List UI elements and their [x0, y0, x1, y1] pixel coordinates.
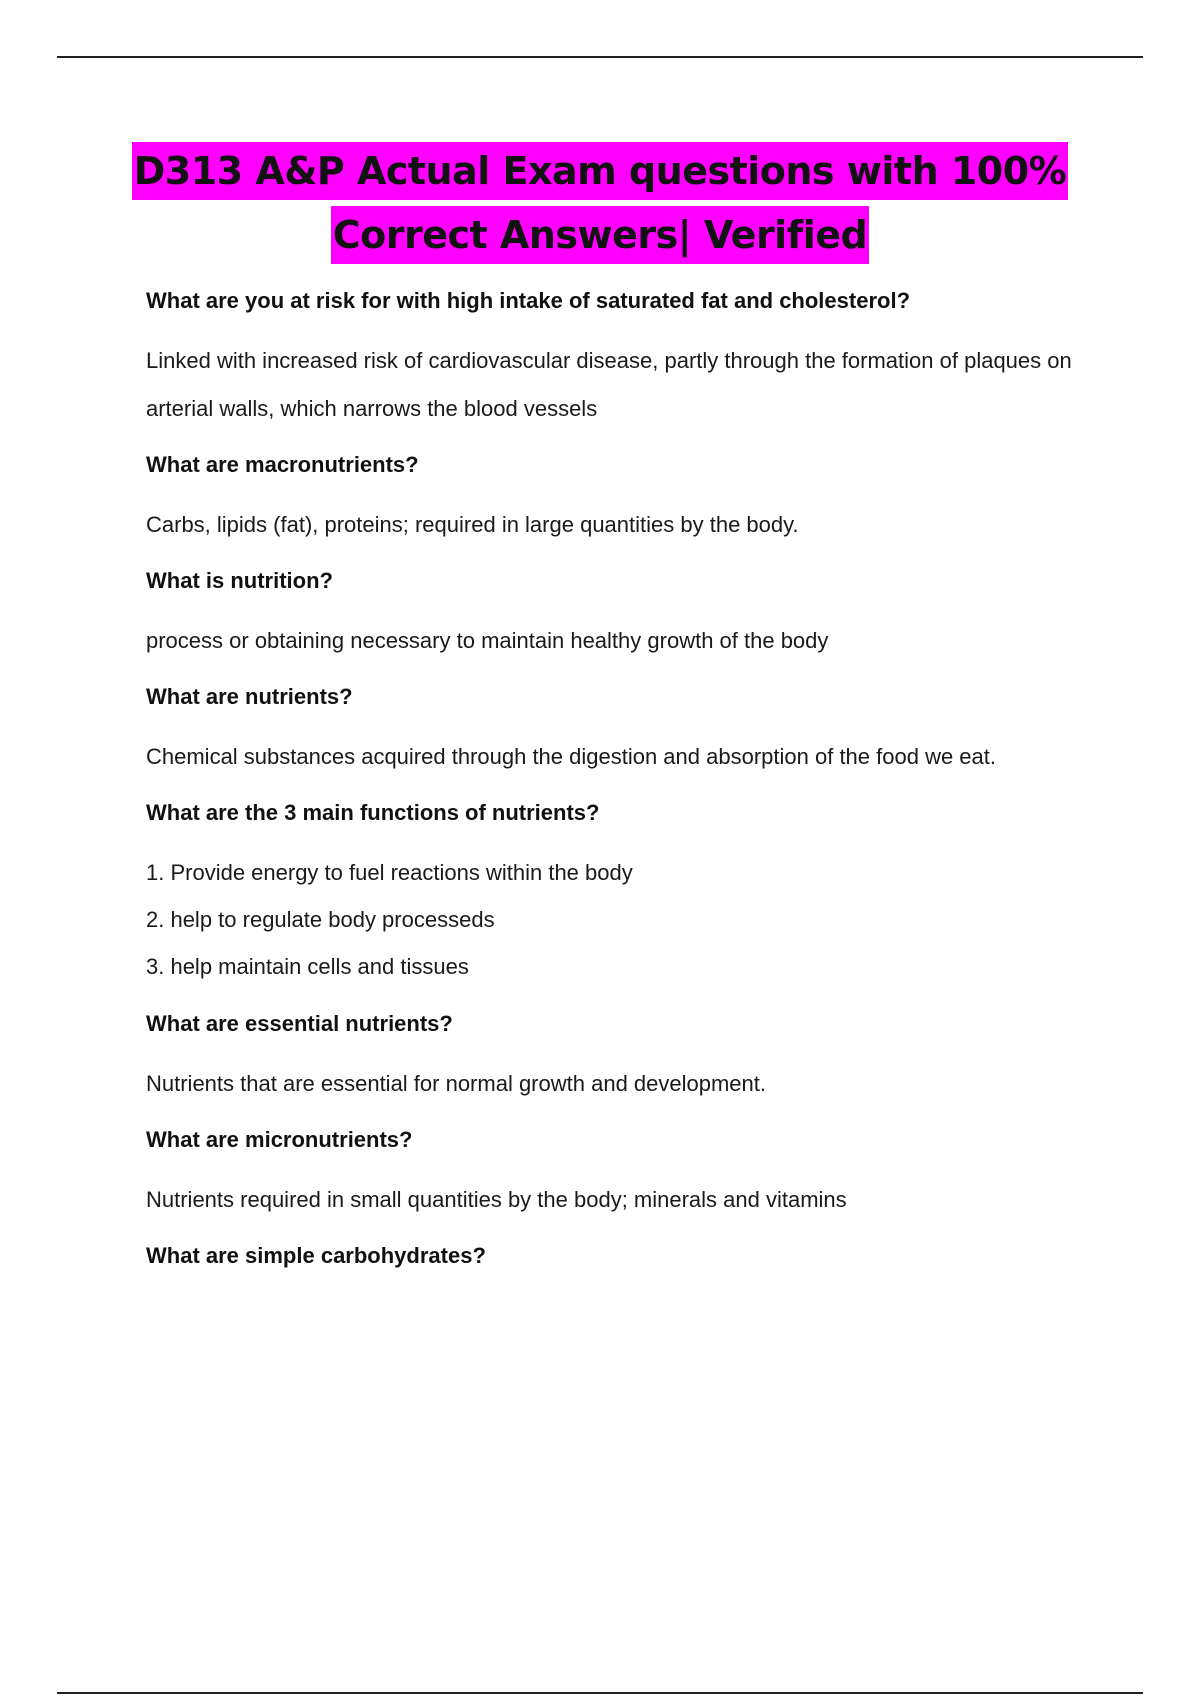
title-line-1: D313 A&P Actual Exam questions with 100%	[132, 142, 1069, 200]
qa-list	[146, 285, 1106, 1300]
list-item: 2. help to regulate body processeds	[146, 907, 495, 932]
bottom-rule	[57, 1692, 1143, 1694]
question: What are macronutrients?	[146, 452, 419, 477]
top-rule	[57, 56, 1143, 58]
answer: Nutrients that are essential for normal growth and development.	[146, 1071, 766, 1096]
answer: process or obtaining necessary to maintain healthy growth of the body	[146, 628, 829, 653]
title-line-2: Correct Answers| Verified	[331, 206, 870, 264]
question: What are essential nutrients?	[146, 1011, 453, 1036]
list-item: 3. help maintain cells and tissues	[146, 954, 469, 979]
question: What are you at risk for with high intake of saturated fat and cholesterol?	[146, 288, 911, 313]
question: What are the 3 main functions of nutrients?	[146, 800, 600, 825]
question: What are nutrients?	[146, 684, 353, 709]
question: What are micronutrients?	[146, 1127, 413, 1152]
answer: Carbs, lipids (fat), proteins; required in large quantities by the body.	[146, 512, 799, 537]
list-item: 1. Provide energy to fuel reactions within the body	[146, 860, 633, 885]
answer: Chemical substances acquired through the digestion and absorption of the food we eat.	[146, 744, 996, 769]
answer: Nutrients required in small quantities by the body; minerals and vitamins	[146, 1187, 847, 1212]
question: What are simple carbohydrates?	[146, 1243, 486, 1268]
question: What is nutrition?	[146, 568, 333, 593]
answer: Linked with increased risk of cardiovascular disease, partly through the formation of plaques on arterial walls, which narrows the blood vessels	[146, 348, 1072, 421]
answer-list	[146, 849, 1106, 990]
document-title	[0, 140, 1200, 268]
